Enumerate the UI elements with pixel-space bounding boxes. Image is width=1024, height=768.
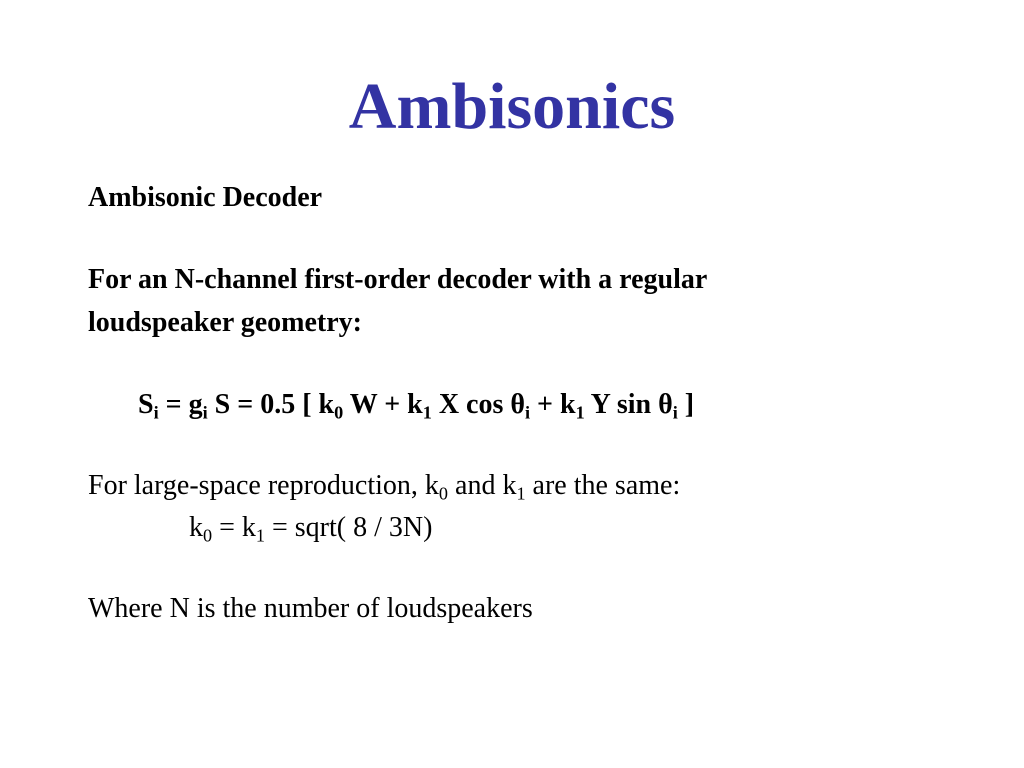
eq-part: Y sin θ xyxy=(584,389,673,420)
text-subscript: 0 xyxy=(203,525,213,546)
text-subscript: 1 xyxy=(516,483,526,504)
text-part: and k xyxy=(448,470,517,501)
eq-part: S xyxy=(138,389,154,420)
eq-subscript: 1 xyxy=(575,402,585,423)
footer-line: Where N is the number of loudspeakers xyxy=(88,593,533,624)
text-subscript: 0 xyxy=(438,483,449,504)
text-part: For large-space reproduction, k xyxy=(88,470,439,501)
intro-line-2: loudspeaker geometry: xyxy=(88,307,362,338)
text-subscript: 1 xyxy=(255,525,265,546)
slide-title: Ambisonics xyxy=(348,70,676,143)
text-part: = sqrt( 8 / 3N) xyxy=(264,512,433,543)
text-part: are the same: xyxy=(525,470,681,501)
eq-part: X cos θ xyxy=(431,389,525,420)
eq-part: + k xyxy=(530,389,576,420)
eq-part: = g xyxy=(158,389,203,420)
intro-line-1: For an N-channel first-order decoder with a regular xyxy=(88,264,708,295)
eq-subscript: i xyxy=(202,402,208,423)
subheading: Ambisonic Decoder xyxy=(88,182,323,213)
eq-subscript: i xyxy=(524,402,531,423)
text-part: k xyxy=(189,512,203,543)
large-space-line xyxy=(88,470,681,504)
text-part: = k xyxy=(212,512,256,543)
eq-subscript: 0 xyxy=(334,402,344,423)
eq-subscript: i xyxy=(153,402,159,423)
eq-part: W + k xyxy=(343,389,423,420)
eq-subscript: i xyxy=(672,402,678,423)
eq-part: ] xyxy=(677,389,695,420)
eq-subscript: 1 xyxy=(422,402,432,423)
decoder-equation xyxy=(138,389,695,423)
k-equation xyxy=(189,512,433,546)
eq-part: S = 0.5 [ k xyxy=(207,389,335,420)
